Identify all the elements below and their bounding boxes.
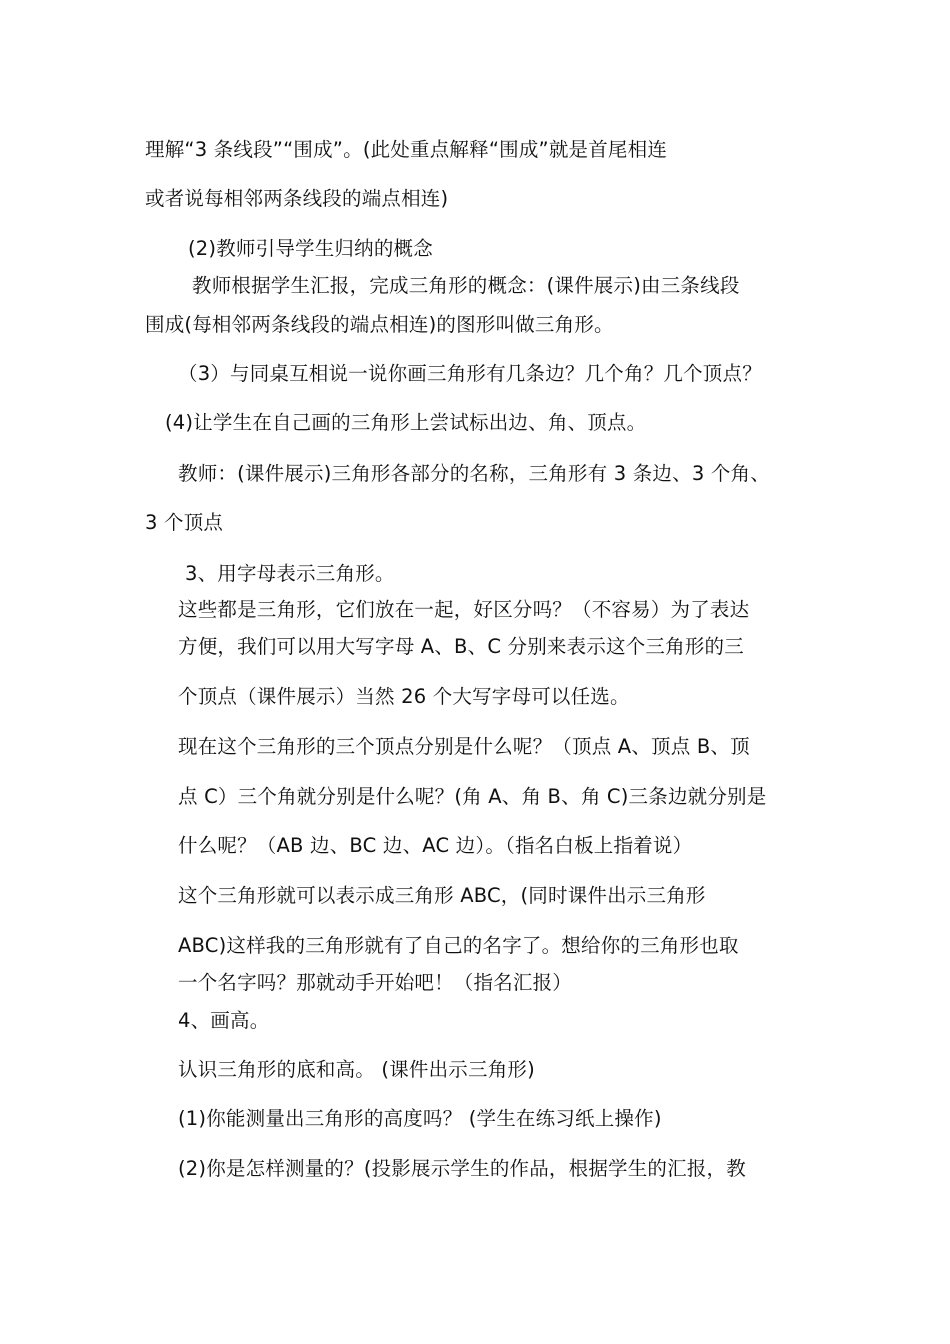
text-line: 什么呢？（AB 边、BC 边、AC 边）。（指名白板上指着说） xyxy=(178,834,693,857)
text-line: （3）与同桌互相说一说你画三角形有几条边？几个角？几个顶点？ xyxy=(178,362,762,385)
text-line: 这个三角形就可以表示成三角形 ABC，(同时课件出示三角形 xyxy=(178,884,706,907)
text-line: 这些都是三角形，它们放在一起，好区分吗？（不容易）为了表达 xyxy=(178,598,750,621)
text-line: 认识三角形的底和高。 (课件出示三角形) xyxy=(178,1058,535,1081)
section-heading: 3、用字母表示三角形。 xyxy=(185,562,395,585)
text-line: (1)你能测量出三角形的高度吗？ (学生在练习纸上操作) xyxy=(178,1107,662,1130)
text-line: 点 C）三个角就分别是什么呢？(角 A、角 B、角 C)三条边就分别是 xyxy=(178,785,767,808)
text-line: 一个名字吗？那就动手开始吧！（指名汇报） xyxy=(178,971,573,994)
text-line: 理解“3 条线段”“围成”。(此处重点解释“围成”就是首尾相连 xyxy=(145,138,668,161)
text-line: 现在这个三角形的三个顶点分别是什么呢？（顶点 A、顶点 B、顶 xyxy=(178,735,750,758)
text-line: 围成(每相邻两条线段的端点相连)的图形叫做三角形。 xyxy=(145,313,614,336)
text-line: 个顶点（课件展示）当然 26 个大写字母可以任选。 xyxy=(178,685,630,708)
text-line: (2)教师引导学生归纳的概念 xyxy=(188,237,433,260)
text-line: 3 个顶点 xyxy=(145,511,224,534)
text-line: 方便，我们可以用大写字母 A、B、C 分别来表示这个三角形的三 xyxy=(178,635,744,658)
text-line: 教师根据学生汇报，完成三角形的概念：(课件展示)由三条线段 xyxy=(192,274,740,297)
text-line: 或者说每相邻两条线段的端点相连) xyxy=(145,187,449,210)
text-line: 教师：(课件展示)三角形各部分的名称，三角形有 3 条边、3 个角、 xyxy=(178,462,770,485)
text-line: (2)你是怎样测量的？(投影展示学生的作品，根据学生的汇报，教 xyxy=(178,1157,746,1180)
section-heading: 4、画高。 xyxy=(178,1009,270,1032)
text-line: (4)让学生在自己画的三角形上尝试标出边、角、顶点。 xyxy=(165,411,647,434)
text-line: ABC)这样我的三角形就有了自己的名字了。想给你的三角形也取 xyxy=(178,934,739,957)
